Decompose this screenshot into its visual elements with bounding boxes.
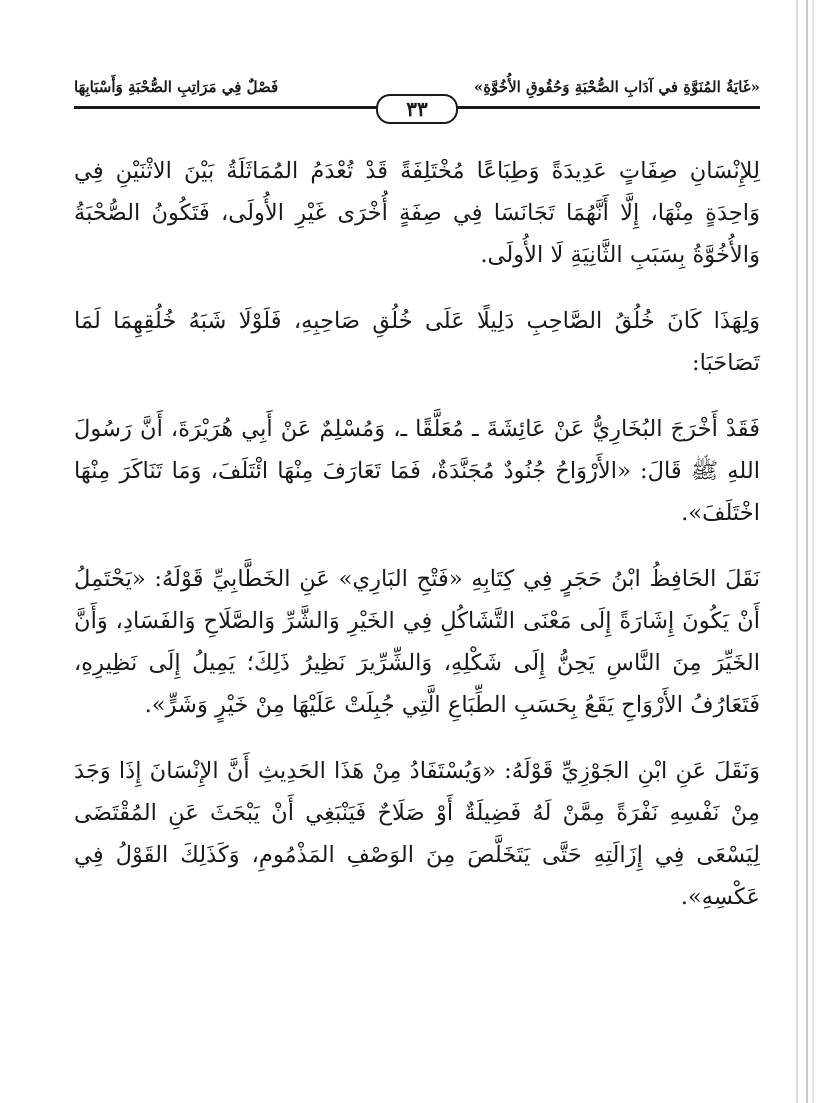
book-page — [74, 70, 760, 1080]
paragraph: فَقَدْ أَخْرَجَ البُخَارِيُّ عَنْ عَائِشَةَ ـ مُعَلَّقًا ـ، وَمُسْلِمٌ عَنْ أَبِي هُرَيْرَةَ، أَنَّ رَسُولَ اللهِ ﷺ قَالَ: «الأَرْوَاحُ جُنُودٌ مُجَنَّدَةٌ، فَمَا تَعَارَفَ مِنْهَا ائْتَلَفَ، وَمَا تَنَاكَرَ مِنْهَا اخْتَلَفَ». — [74, 416, 761, 526]
paragraph: وَلِهَذَا كَانَ خُلُقُ الصَّاحِبِ دَلِيلًا عَلَى خُلُقِ صَاحِبِهِ، فَلَوْلَا شَبَهُ خُلُقِهِمَا لَمَا تَصَاحَبَا: — [74, 308, 760, 376]
running-book-title: «غَايَةُ المُنَوَّةِ في آدَابِ الصُّحْبَةِ وَحُقُوقِ الأُخُوَّةِ» — [473, 78, 760, 96]
scan-edge — [796, 0, 798, 1103]
paragraph: لِلإِنْسَانِ صِفَاتٍ عَدِيدَةً وَطِبَاعًا مُخْتَلِفَةً قَدْ تُعْدَمُ المُمَاثَلَةُ بَيْنَ الاثْنَيْنِ فِي وَاحِدَةٍ مِنْهَا، إِلَّا أَنَّهُمَا تَجَانَسَا فِي صِفَةٍ أُخْرَى غَيْرِ الأُولَى، فَتَكُونُ الصُّحْبَةُ وَالأُخُوَّةُ بِسَبَبِ الثَّانِيَةِ لَا الأُولَى. — [74, 158, 760, 268]
page-body — [74, 150, 760, 918]
paragraph: وَنَقَلَ عَنِ ابْنِ الجَوْزِيِّ قَوْلَهُ: «وَيُسْتَفَادُ مِنْ هَذَا الحَدِيثِ أَنَّ الإِنْسَانَ إِذَا وَجَدَ مِنْ نَفْسِهِ نَفْرَةً مِمَّنْ لَهُ فَضِيلَةٌ أَوْ صَلَاحٌ فَيَنْبَغِي أَنْ يَبْحَثَ عَنِ المُقْتَضَى لِيَسْعَى فِي إِزَالَتِهِ حَتَّى يَتَخَلَّصَ مِنَ الوَصْفِ المَذْمُومِ، وَكَذَلِكَ القَوْلُ فِي عَكْسِهِ». — [74, 758, 760, 910]
page-number-badge — [376, 94, 458, 124]
running-section-title: فَصْلٌ فِي مَرَاتِبِ الصُّحْبَةِ وَأَسْبَابِهَا — [74, 78, 279, 96]
scan-edge — [806, 0, 808, 1103]
page-header — [74, 70, 760, 124]
page-number: ٣٣ — [406, 97, 428, 121]
scan-edge — [812, 0, 814, 1103]
paragraph: نَقَلَ الحَافِظُ ابْنُ حَجَرٍ فِي كِتَابِهِ «فَتْحِ البَارِي» عَنِ الخَطَّابِيِّ قَوْلَهُ: «يَحْتَمِلُ أَنْ يَكُونَ إِشَارَةً إِلَى مَعْنَى التَّشَاكُلِ فِي الخَيْرِ وَالشَّرِّ وَالصَّلَاحِ وَالفَسَادِ، وَأَنَّ الخَيِّرَ مِنَ النَّاسِ يَحِنُّ إِلَى شَكْلِهِ، وَالشِّرِّيرَ نَظِيرُ ذَلِكَ؛ يَمِيلُ إِلَى نَظِيرِهِ، فَتَعَارُفُ الأَرْوَاحِ يَقَعُ بِحَسَبِ الطِّبَاعِ الَّتِي جُبِلَتْ عَلَيْهَا مِنْ خَيْرٍ وَشَرٍّ». — [74, 566, 760, 718]
